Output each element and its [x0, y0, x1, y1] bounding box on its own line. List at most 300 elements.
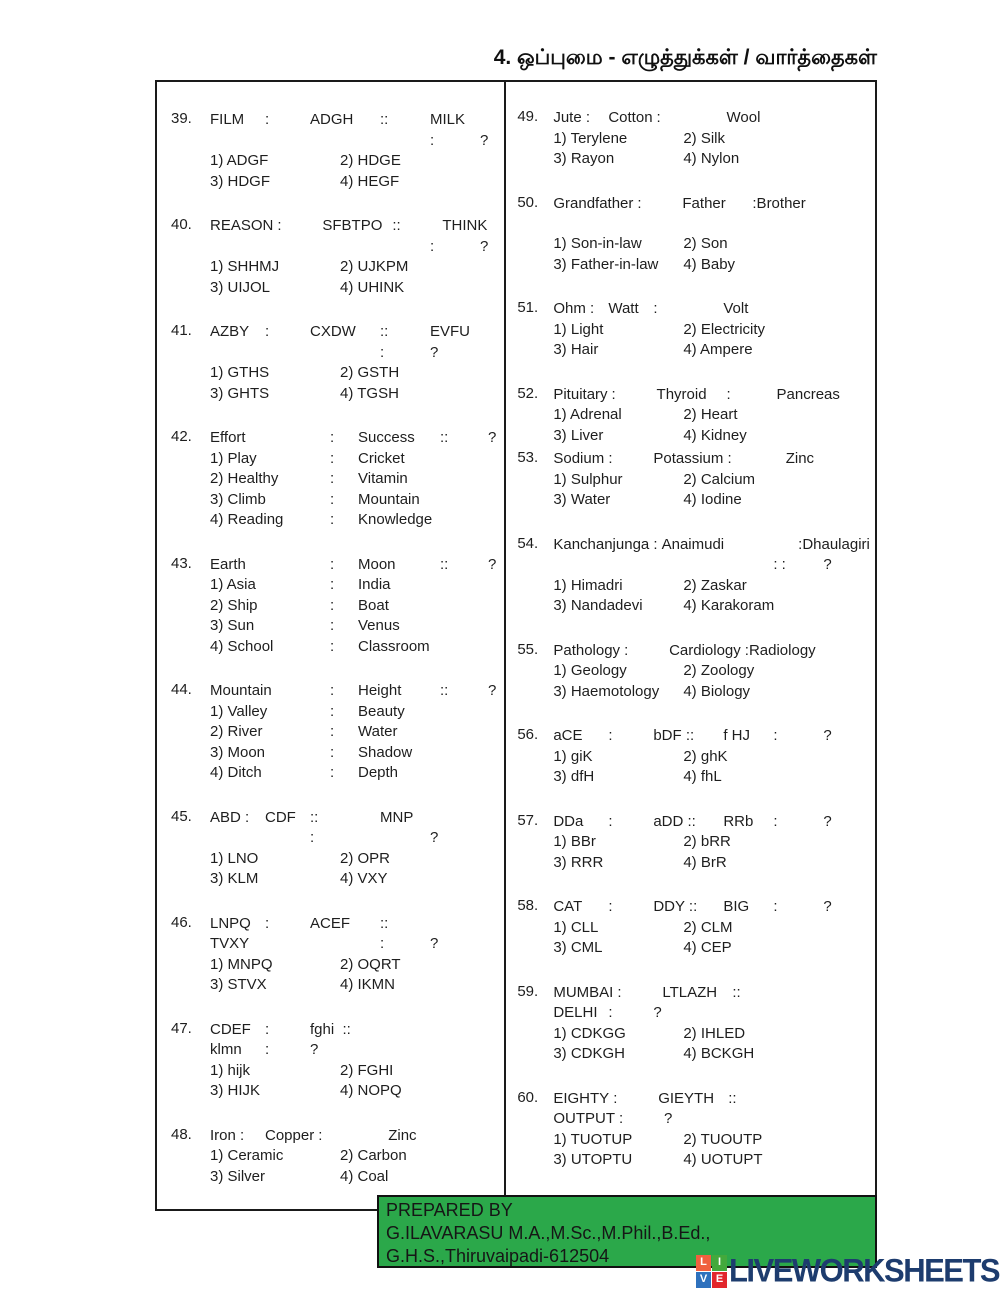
option-term: 3) Moon — [210, 743, 266, 761]
question-number: 58. — [517, 897, 539, 914]
question-term: ABD : — [210, 808, 250, 826]
answer-option[interactable] — [210, 637, 500, 658]
option-term: 4) School — [210, 637, 274, 655]
question-term: SFBTPO — [322, 217, 383, 234]
question-line — [553, 194, 874, 215]
answer-option[interactable]: 2) Carbon — [340, 1147, 407, 1164]
answer-option[interactable]: 3) Water — [553, 491, 611, 508]
answer-option[interactable]: 1) CLL — [553, 918, 599, 936]
liveworksheets-tiles-icon — [696, 1255, 727, 1288]
option-term: 3) Climb — [210, 490, 266, 508]
answer-option[interactable]: 2) FGHI — [340, 1061, 394, 1079]
answer-option[interactable]: 3) dfH — [553, 768, 595, 785]
answer-option[interactable]: 3) HDGF — [210, 172, 270, 190]
answer-option[interactable]: 3) STVX — [210, 976, 267, 993]
answer-option[interactable]: 4) UHINK — [340, 278, 405, 296]
question-number: 50. — [517, 193, 539, 211]
answer-option[interactable]: 2) TUOUTP — [683, 1130, 763, 1148]
question-term: ? — [430, 343, 439, 361]
question-term: ? — [664, 1110, 673, 1127]
question-body — [210, 1126, 500, 1188]
question-term: ? — [823, 812, 832, 830]
answer-option[interactable]: 3) Father-in-law — [553, 255, 659, 273]
answer-option[interactable]: 3) Liver — [553, 426, 604, 444]
question-term: : — [330, 429, 335, 446]
question-block — [171, 914, 500, 996]
question-line — [553, 1109, 874, 1130]
answer-option[interactable]: 2) bRR — [683, 833, 731, 850]
question-block — [171, 322, 500, 404]
question-term: :: — [380, 323, 389, 340]
answer-option[interactable]: 2) Calcium — [683, 470, 756, 488]
option-row — [553, 853, 874, 874]
option-row — [210, 1061, 500, 1082]
question-term: : — [265, 914, 270, 932]
answer-option[interactable]: 4) CEP — [683, 939, 732, 956]
question-body — [210, 914, 500, 996]
answer-option[interactable]: 3) UTOPTU — [553, 1151, 633, 1168]
answer-option[interactable]: 3) CML — [553, 939, 603, 956]
answer-option[interactable] — [210, 469, 500, 490]
question-term: DDa — [553, 812, 584, 830]
question-number: 59. — [517, 982, 539, 1000]
question-term: : — [613, 1089, 618, 1107]
option-row — [210, 384, 500, 405]
question-body — [210, 1020, 500, 1102]
question-term: Pituitary — [553, 385, 608, 403]
answer-option[interactable]: 3) Rayon — [553, 150, 615, 167]
option-term: Mountain — [358, 490, 420, 508]
answer-option[interactable]: 2) Zaskar — [683, 576, 747, 594]
option-row — [553, 682, 874, 703]
answer-option[interactable] — [210, 616, 500, 637]
option-row — [553, 255, 874, 276]
question-term: Copper — [265, 1126, 315, 1144]
answer-option[interactable]: 1) Terylene — [553, 129, 628, 147]
option-row — [553, 1150, 874, 1171]
question-number: 54. — [517, 534, 539, 552]
question-term: CDEF — [210, 1020, 251, 1038]
answer-option[interactable]: 1) Sulphur — [553, 470, 623, 488]
question-term: EIGHTY — [553, 1089, 610, 1107]
question-term: ? — [823, 556, 832, 573]
question-line — [210, 914, 500, 935]
option-term: 2) Healthy — [210, 470, 279, 487]
answer-option[interactable] — [210, 763, 500, 784]
question-term: :: — [440, 555, 449, 573]
answer-option[interactable]: 2) OQRT — [340, 955, 401, 973]
question-term: FILM — [210, 111, 245, 128]
option-row — [210, 1081, 500, 1102]
question-term: :: — [380, 111, 389, 128]
answer-option[interactable] — [210, 575, 500, 596]
question-term: : — [265, 111, 270, 128]
question-number: 47. — [171, 1019, 192, 1037]
answer-option[interactable]: 3) Silver — [210, 1167, 266, 1185]
answer-option[interactable]: 2) Electricity — [683, 320, 766, 338]
question-line — [553, 1089, 874, 1110]
answer-option[interactable]: 3) CDKGH — [553, 1045, 626, 1062]
question-term: : — [330, 555, 335, 573]
answer-option[interactable]: 3) Haemotology — [553, 682, 660, 700]
question-term: : — [608, 898, 613, 915]
option-term: Cricket — [358, 449, 405, 467]
answer-option[interactable] — [210, 702, 500, 723]
question-term: fghi :: — [310, 1020, 351, 1038]
question-number: 42. — [171, 428, 192, 445]
option-row — [553, 767, 874, 788]
question-term: :: — [728, 1089, 737, 1107]
answer-option[interactable]: 3) UIJOL — [210, 278, 271, 296]
question-term: GIEYTH — [658, 1089, 715, 1107]
answer-option[interactable]: 4) Iodine — [683, 491, 742, 508]
question-term: :Brother — [752, 194, 806, 212]
answer-option[interactable]: 1) Himadri — [553, 576, 623, 594]
question-body — [210, 555, 500, 658]
question-block — [171, 1126, 500, 1188]
question-line — [210, 131, 500, 152]
option-row — [553, 596, 874, 617]
answer-option[interactable]: 2) ghK — [683, 747, 728, 765]
question-body — [553, 726, 874, 788]
question-term: THINK — [442, 217, 488, 234]
question-block — [517, 299, 874, 361]
question-body — [553, 385, 874, 447]
question-number: 40. — [171, 216, 192, 233]
question-line — [553, 299, 874, 320]
question-term: : — [624, 641, 629, 659]
option-term: 1) Asia — [210, 576, 256, 593]
question-term: TVXY — [210, 935, 250, 952]
question-block — [517, 812, 874, 874]
question-term: CXDW — [310, 323, 356, 340]
option-row — [210, 257, 500, 278]
option-row — [553, 747, 874, 768]
question-block — [517, 385, 874, 447]
question-term: : — [430, 131, 435, 149]
question-term: ACEF — [310, 914, 351, 932]
question-term: :: — [732, 983, 741, 1001]
answer-option[interactable]: 2) HDGE — [340, 152, 401, 169]
question-body — [553, 1089, 874, 1171]
answer-option[interactable]: 1) Son-in-law — [553, 235, 642, 252]
question-block — [517, 983, 874, 1065]
answer-option[interactable]: 1) BBr — [553, 833, 596, 850]
question-line — [210, 216, 500, 237]
question-line — [553, 1003, 874, 1024]
option-row — [553, 938, 874, 959]
question-term: :: — [392, 217, 401, 234]
question-term: ? — [480, 237, 489, 255]
question-term: aDD :: — [653, 812, 696, 830]
question-term: : : — [773, 556, 786, 573]
question-line — [553, 108, 874, 129]
question-term: Jute : — [553, 109, 591, 126]
question-block — [517, 108, 874, 170]
answer-option[interactable]: 2) CLM — [683, 918, 733, 936]
question-line — [210, 808, 500, 829]
question-line — [553, 385, 874, 406]
question-line — [553, 726, 874, 747]
option-row — [210, 849, 500, 870]
answer-option[interactable]: 2) Heart — [683, 406, 738, 423]
option-row — [210, 1146, 500, 1167]
question-term: ? — [430, 829, 439, 846]
answer-option[interactable]: 2) GSTH — [340, 364, 400, 381]
question-term: :: — [440, 429, 449, 446]
question-number: 43. — [171, 554, 192, 572]
question-number: 44. — [171, 681, 192, 698]
question-term: : — [265, 1041, 270, 1058]
answer-option[interactable]: 3) KLM — [210, 870, 259, 887]
question-term: Zinc — [785, 450, 815, 467]
question-term: Grandfather — [553, 194, 634, 212]
answer-option[interactable]: 2) IHLED — [683, 1024, 746, 1042]
worksheet-frame — [155, 80, 877, 1211]
question-block — [517, 1089, 874, 1171]
answer-option[interactable]: 4) NOPQ — [340, 1082, 402, 1099]
option-row — [553, 1024, 874, 1045]
answer-option[interactable]: 2) Silk — [683, 129, 726, 147]
question-line — [210, 343, 500, 364]
option-row — [210, 955, 500, 976]
option-term: Knowledge — [358, 511, 433, 528]
question-block — [517, 641, 874, 703]
question-block — [171, 1020, 500, 1102]
answer-option[interactable]: 1) LNO — [210, 849, 259, 867]
question-term: ? — [653, 1004, 662, 1021]
question-term: : — [330, 682, 335, 699]
option-row — [553, 832, 874, 853]
option-term: : — [330, 449, 335, 467]
option-term: 1) Play — [210, 449, 257, 467]
option-row — [553, 340, 874, 361]
logo-tile-i-icon: I — [712, 1255, 727, 1271]
logo-tile-l-icon: L — [696, 1255, 711, 1271]
question-block — [517, 726, 874, 788]
question-block — [171, 681, 500, 784]
question-term: MNP — [380, 808, 414, 826]
answer-option[interactable]: 1) Adrenal — [553, 406, 622, 423]
answer-option[interactable]: 4) Kidney — [683, 426, 747, 444]
answer-option[interactable]: 1) Light — [553, 320, 604, 338]
question-term: Pathology — [553, 641, 621, 659]
answer-option[interactable]: 4) BrR — [683, 853, 727, 871]
question-term: Height — [358, 682, 402, 699]
question-term: Success — [358, 429, 415, 446]
question-line — [553, 641, 874, 662]
question-term: Iron : — [210, 1126, 245, 1144]
answer-option[interactable]: 4) fhL — [683, 768, 722, 785]
answer-option[interactable] — [210, 490, 500, 511]
question-term: RRb — [723, 812, 754, 830]
question-body — [553, 983, 874, 1065]
option-term: : — [330, 470, 335, 487]
question-term: Father — [682, 194, 726, 212]
question-term: : — [773, 727, 778, 744]
question-body — [210, 808, 500, 890]
question-body — [553, 812, 874, 874]
question-term: Watt — [608, 300, 639, 317]
answer-option[interactable]: 4) TGSH — [340, 384, 399, 402]
option-row — [553, 576, 874, 597]
question-term: ? — [488, 555, 497, 573]
option-term: Venus — [358, 617, 400, 634]
question-term: :: — [310, 808, 319, 826]
option-row — [553, 918, 874, 939]
answer-option[interactable]: 4) BCKGH — [683, 1045, 755, 1062]
answer-option[interactable]: 2) OPR — [340, 849, 391, 867]
option-row — [210, 869, 500, 890]
option-term: : — [330, 490, 335, 508]
question-line — [553, 555, 874, 576]
answer-option[interactable]: 4) Biology — [683, 682, 751, 700]
question-line — [210, 428, 500, 449]
question-term: ? — [823, 898, 832, 915]
question-line — [210, 681, 500, 702]
question-term: : — [380, 935, 385, 952]
question-term: : — [265, 323, 270, 340]
question-number: 60. — [517, 1088, 539, 1106]
answer-option[interactable]: 1) hijk — [210, 1061, 251, 1079]
question-term: MILK — [430, 111, 466, 128]
option-row — [553, 405, 874, 426]
option-term: 1) Valley — [210, 702, 268, 720]
question-term: AZBY — [210, 323, 250, 340]
question-term: Cotton — [608, 109, 653, 126]
answer-option[interactable]: 1) Geology — [553, 662, 627, 679]
question-term: Effort — [210, 429, 246, 446]
question-number: 46. — [171, 913, 192, 931]
answer-option[interactable]: 4) VXY — [340, 870, 388, 887]
question-term: CAT — [553, 898, 583, 915]
question-term: REASON — [210, 217, 274, 234]
answer-option[interactable]: 1) ADGF — [210, 152, 269, 169]
answer-option[interactable]: 4) Baby — [683, 255, 736, 273]
question-line — [210, 934, 500, 955]
answer-option[interactable]: 4) Nylon — [683, 150, 740, 167]
question-term: ? — [488, 682, 497, 699]
question-term: Kanchanjunga : — [553, 535, 658, 553]
answer-option[interactable]: 3) Nandadevi — [553, 597, 643, 614]
option-term: India — [358, 576, 391, 593]
option-term: Shadow — [358, 743, 413, 761]
question-term: ADGH — [310, 111, 354, 128]
option-term: : — [330, 576, 335, 593]
question-term: : — [265, 1020, 270, 1038]
question-body — [210, 428, 500, 531]
question-line — [553, 535, 874, 556]
question-body — [210, 110, 500, 192]
question-term: Sodium — [553, 450, 605, 467]
question-term: :: — [380, 914, 389, 932]
answer-option[interactable]: 1) SHHMJ — [210, 258, 280, 275]
questions-column-left — [157, 82, 504, 1209]
option-term: : — [330, 743, 335, 761]
question-line — [210, 322, 500, 343]
option-row — [553, 234, 874, 255]
answer-option[interactable]: 1) CDKGG — [553, 1024, 626, 1042]
answer-option[interactable]: 3) GHTS — [210, 384, 270, 402]
option-term: : — [330, 723, 335, 740]
answer-option[interactable] — [210, 743, 500, 764]
answer-option[interactable] — [210, 449, 500, 470]
answer-option[interactable]: 2) Son — [683, 235, 728, 252]
answer-option[interactable]: 4) HEGF — [340, 172, 400, 190]
question-term: MUMBAI — [553, 983, 614, 1001]
answer-option[interactable]: 3) Hair — [553, 341, 599, 358]
question-line — [210, 1020, 500, 1041]
answer-option[interactable] — [210, 596, 500, 617]
question-term: ? — [823, 727, 832, 744]
question-block — [171, 808, 500, 890]
answer-option[interactable]: 4) Karakoram — [683, 597, 775, 614]
question-body — [553, 449, 874, 511]
question-block — [517, 535, 874, 617]
option-term: Water — [358, 723, 398, 740]
answer-option[interactable]: 2) UJKPM — [340, 258, 409, 275]
question-body — [553, 641, 874, 703]
answer-option[interactable] — [210, 722, 500, 743]
question-term: EVFU — [430, 323, 471, 340]
question-term: : — [608, 812, 613, 830]
question-number: 57. — [517, 811, 539, 829]
question-number: 52. — [517, 384, 539, 402]
option-term: : — [330, 596, 335, 614]
option-term: Classroom — [358, 637, 430, 655]
question-number: 51. — [517, 299, 539, 316]
question-term: Moon — [358, 555, 396, 573]
question-term: LTLAZH — [662, 983, 718, 1001]
question-number: 45. — [171, 807, 192, 825]
liveworksheets-logo[interactable] — [696, 1253, 999, 1289]
question-term: Zinc — [388, 1126, 417, 1144]
answer-option[interactable]: 4) Ampere — [683, 341, 753, 358]
question-term: ? — [310, 1041, 319, 1058]
answer-option[interactable]: 3) HIJK — [210, 1082, 261, 1099]
option-row — [210, 975, 500, 996]
question-term: Volt — [723, 300, 749, 317]
question-number: 53. — [517, 449, 539, 466]
answer-option[interactable] — [210, 510, 500, 531]
answer-option[interactable]: 1) GTHS — [210, 364, 270, 381]
answer-option[interactable]: 4) Coal — [340, 1167, 389, 1185]
question-number: 49. — [517, 108, 539, 125]
answer-option[interactable]: 1) MNPQ — [210, 955, 273, 973]
option-term: : — [330, 764, 335, 781]
question-term: CDF — [265, 808, 296, 826]
answer-option[interactable]: 1) giK — [553, 747, 593, 765]
spacer — [553, 214, 874, 234]
answer-option[interactable]: 1) Ceramic — [210, 1147, 284, 1164]
option-term: : — [330, 511, 335, 528]
option-term: : — [330, 702, 335, 720]
question-term: :: — [440, 682, 449, 699]
answer-option[interactable]: 3) RRR — [553, 853, 604, 871]
question-term: ? — [488, 429, 497, 446]
answer-option[interactable]: 4) IKMN — [340, 976, 396, 993]
question-number: 41. — [171, 322, 192, 339]
question-term: : — [726, 385, 731, 403]
question-term: : — [637, 194, 642, 212]
answer-option[interactable]: 1) TUOTUP — [553, 1130, 633, 1148]
question-term: : — [619, 1110, 624, 1127]
answer-option[interactable]: 2) Zoology — [683, 662, 755, 679]
question-body — [210, 216, 500, 298]
option-row — [553, 320, 874, 341]
answer-option[interactable]: 4) UOTUPT — [683, 1151, 763, 1168]
question-line — [210, 828, 500, 849]
